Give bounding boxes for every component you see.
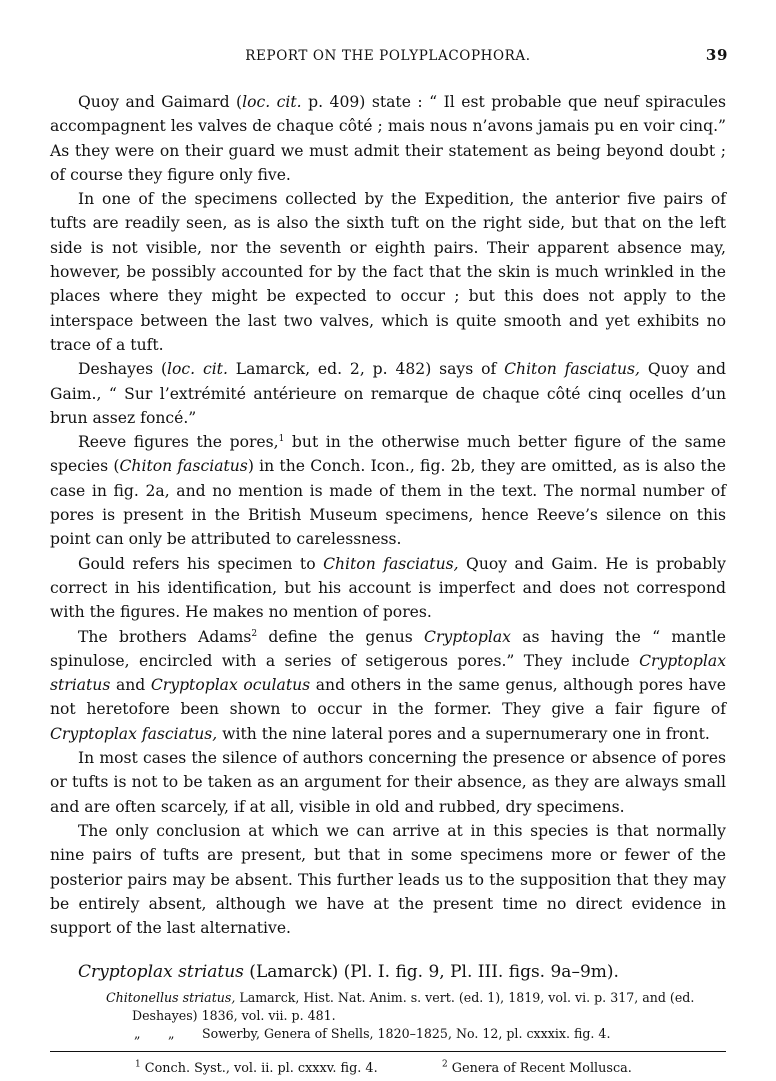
footnote-2 <box>442 1061 632 1076</box>
paragraph <box>50 430 726 551</box>
running-head <box>50 44 726 68</box>
text-run: define the genus <box>257 627 425 646</box>
text-run: with the nine lateral pores and a supernumerary one in front. <box>217 724 710 743</box>
text-run: The brothers Adams <box>78 627 252 646</box>
synonym-reference: Lamarck, Hist. Nat. Anim. s. vert. (ed. 1), 1819, vol. vi. p. 317, and (ed. <box>235 990 695 1006</box>
body-text <box>50 90 726 940</box>
synonymy <box>50 989 726 1043</box>
footnote-1-text: Conch. Syst., vol. ii. pl. cxxxv. fig. 4. <box>140 1061 378 1077</box>
text-run: Quoy and Gaimard ( <box>78 93 243 111</box>
italic-text: Cryptoplax oculatus <box>150 676 311 695</box>
footnote-rule <box>50 1051 726 1052</box>
synonym-name: Chitonellus striatus, <box>106 990 236 1006</box>
text-run: In most cases the silence of authors concerning the presence or absence of pores or tufts is not to be taken as an argument for their absence, as they are always small and are often scarcely, if at all, visible in old and rubbed, dry specimens. <box>50 749 726 816</box>
page-number: 39 <box>705 46 728 64</box>
footnotes <box>50 1061 726 1081</box>
species-plate-refs: (Lamarck) (Pl. I. fig. 9, Pl. III. figs. 9a–9m). <box>243 962 619 983</box>
running-title: REPORT ON THE POLYPLACOPHORA. <box>245 48 531 64</box>
text-run: p. 409) state : “ Il est probable que neuf spiracules accompagnent les valves de chaque côté ; mais nous n’avons jamais pu en voir cinq.” As they were on their guard we must admit their statement as being beyond doubt ; of course they figure only five. <box>50 93 727 184</box>
text-run: The only conclusion at which we can arrive at in this species is that normally nine pairs of tufts are present, but that in some specimens more or fewer of the posterior pairs may be absent. This further leads us to the supposition that they may be entirely absent, although we have at the present time no direct evidence in support of the last alternative. <box>50 821 726 938</box>
italic-text: Cryptoplax <box>424 627 511 646</box>
text-run: Reeve figures the pores, <box>78 433 279 452</box>
footnote-reference: 2 <box>251 628 258 639</box>
text-run: and <box>110 676 151 695</box>
footnote-reference: 1 <box>278 433 285 444</box>
italic-text: Chiton fasciatus, <box>323 554 459 573</box>
footnote-1-mark: 1 <box>135 1060 141 1071</box>
italic-text: Cryptoplax fasciatus, <box>50 724 218 743</box>
text-run: and others in the same genus, although pores have not heretofore been shown to occur in the former. They give a fair figure of <box>50 676 726 719</box>
synonymy-entry <box>50 989 726 1007</box>
footnote-2-text: Genera of Recent Mollusca. <box>447 1061 632 1077</box>
ditto-mark: „ <box>134 1026 141 1042</box>
paragraph <box>50 746 726 819</box>
text-run: Quoy and Gaim., “ Sur l’extrémité antérieure on remarque de chaque côté cinq ocelles d’un brun assez foncé.” <box>50 360 727 427</box>
page <box>50 44 726 1081</box>
footnote-2-mark: 2 <box>442 1060 448 1071</box>
italic-text: Chiton fasciatus <box>119 457 248 476</box>
italic-text: Cryptoplax striatus <box>50 651 726 695</box>
paragraph <box>50 625 726 746</box>
footnote-1 <box>135 1061 378 1076</box>
text-run: but in the otherwise much better figure of the same species ( <box>50 433 726 476</box>
paragraph <box>50 357 726 430</box>
paragraph <box>50 187 726 357</box>
text-run: Lamarck, ed. 2, p. 482) says of <box>227 360 505 379</box>
text-run: as having the “ mantle spinulose, encircled with a series of setigerous pores.” They include <box>50 627 726 670</box>
synonymy-entry <box>50 1025 726 1043</box>
species-heading <box>50 960 726 984</box>
text-run: Deshayes ( <box>78 360 168 379</box>
paragraph <box>50 90 726 187</box>
synonym-reference: Sowerby, Genera of Shells, 1820–1825, No. 12, pl. cxxxix. fig. 4. <box>202 1026 611 1042</box>
ditto-mark: „ <box>168 1026 175 1042</box>
species-name: Cryptoplax striatus <box>78 962 244 983</box>
text-run: Gould refers his specimen to <box>78 554 324 573</box>
paragraph <box>50 552 726 625</box>
paragraph <box>50 819 726 940</box>
text-run: In one of the specimens collected by the Expedition, the anterior five pairs of tufts are readily seen, as is also the sixth tuft on the right side, but that on the left side is not visible, nor the seventh or eighth pairs. Their apparent absence may, however, be possibly accounted for by the fact that the skin is much wrinkled in the places where they might be expected to occur ; but this does not apply to the interspace between the last two valves, which is quite smooth and yet exhibits no trace of a tuft. <box>50 190 726 354</box>
synonymy-entry-continuation: Deshayes) 1836, vol. vii. p. 481. <box>132 1008 336 1024</box>
italic-text: Chiton fasciatus, <box>504 360 640 379</box>
text-run: Quoy and Gaim. He is probably correct in his identification, but his account is imperfect and does not correspond with the figures. He makes no mention of pores. <box>50 554 726 622</box>
italic-text: loc. cit. <box>242 93 302 111</box>
italic-text: loc. cit. <box>167 360 228 379</box>
text-run: ) in the Conch. Icon., fig. 2b, they are omitted, as is also the case in fig. 2a, and no mention is made of them in the text. The normal number of pores is present in the British Museum specimens, hence Reeve’s silence on this point can only be attributed to carelessness. <box>50 457 726 549</box>
